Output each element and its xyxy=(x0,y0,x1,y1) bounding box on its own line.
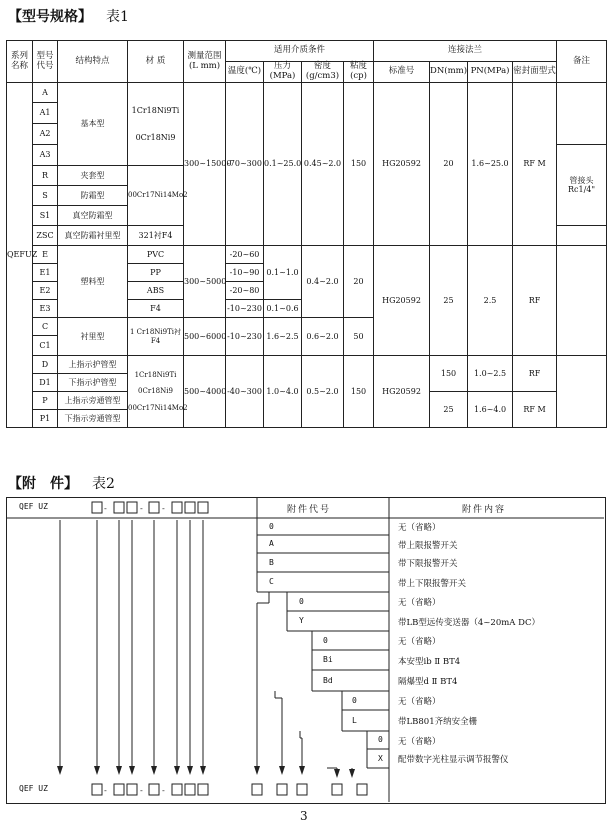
std-cell: HG20592 xyxy=(374,246,430,356)
remark-cell: 管接头 Rc1/4" xyxy=(557,145,607,226)
material-line: 1Cr18Ni9Ti xyxy=(131,105,180,115)
series-cell: QEFUZ xyxy=(7,83,33,428)
material-cell: ABS xyxy=(128,282,184,300)
material-cell: PP xyxy=(128,264,184,282)
temp-cell: -70~300 xyxy=(226,83,264,246)
dn-cell: 25 xyxy=(430,392,468,428)
accessories-table xyxy=(6,497,606,804)
accessory-description: 无（省略） xyxy=(398,637,441,647)
feature-cell: 真空防霜衬里型 xyxy=(58,226,128,246)
temp-cell: -40~300 xyxy=(226,356,264,428)
accessory-code: Y xyxy=(299,616,304,625)
press-cell: 0.1~25.0 xyxy=(264,83,302,246)
range-cell: 500~4000 xyxy=(184,356,226,428)
remark-cell-empty xyxy=(557,83,607,145)
remark-cell-empty xyxy=(557,246,607,356)
col-header-seal: 密封面型式 xyxy=(513,62,557,83)
dens-cell: 0.6~2.0 xyxy=(302,318,344,356)
col-header-series: 系列名称 xyxy=(7,41,33,83)
page-number: 3 xyxy=(300,809,308,823)
material-cell: 1 Cr18Ni9Ti衬F4 xyxy=(128,318,184,356)
feature-cell: 下指示旁通管型 xyxy=(58,410,128,428)
material-line: 1Cr18Ni9Ti xyxy=(134,371,177,380)
code-cell: D xyxy=(33,356,58,374)
press-cell: 1.0~4.0 xyxy=(264,356,302,428)
dens-cell: 0.5~2.0 xyxy=(302,356,344,428)
temp-cell: -10~230 xyxy=(226,318,264,356)
remark-cell-empty xyxy=(557,226,607,246)
dash: - xyxy=(139,786,144,795)
model-label-top: QEF UZ xyxy=(19,502,48,511)
code-cell: S1 xyxy=(33,206,58,226)
remark-cell-empty xyxy=(557,356,607,428)
pn-cell: 1.6~4.0 xyxy=(468,392,513,428)
feature-cell: 上指示护管型 xyxy=(58,356,128,374)
material-line: 00Cr17Ni14Mo2 xyxy=(128,403,188,412)
accessory-code: 0 xyxy=(299,596,304,606)
feature-cell: 塑料型 xyxy=(58,246,128,318)
temp-cell: -10~230 xyxy=(226,300,264,318)
code-cell: ZSC xyxy=(33,226,58,246)
dash: - xyxy=(103,786,108,795)
dn-cell: 20 xyxy=(430,83,468,246)
accessory-code: Bd xyxy=(323,675,333,685)
arrow-heads xyxy=(57,766,355,778)
col-header-code: 型号代号 xyxy=(33,41,58,83)
dens-cell: 0.45~2.0 xyxy=(302,83,344,246)
dn-cell: 25 xyxy=(430,246,468,356)
accessory-code: B xyxy=(269,557,274,567)
code-cell: A xyxy=(33,83,58,103)
dash: - xyxy=(161,786,166,795)
accessory-code: 0 xyxy=(269,521,274,531)
model-code-boxes-top xyxy=(92,502,208,513)
press-cell: 0.1~1.0 xyxy=(264,246,302,300)
visc-cell: 150 xyxy=(344,83,374,246)
std-cell: HG20592 xyxy=(374,83,430,246)
section-title: 【型号规格】 xyxy=(8,9,92,25)
seal-cell: RF M xyxy=(513,83,557,246)
pn-cell: 2.5 xyxy=(468,246,513,356)
material-cell: 321衬F4 xyxy=(128,226,184,246)
accessory-code: 0 xyxy=(352,695,357,705)
accessories-diagram xyxy=(7,498,604,802)
code-cell: A1 xyxy=(33,103,58,124)
code-cell: E2 xyxy=(33,282,58,300)
material-cell: 00Cr17Ni14Mo2 xyxy=(128,166,184,226)
code-cell: R xyxy=(33,166,58,186)
material-cell xyxy=(128,83,184,166)
accessory-description: 无（省略） xyxy=(398,598,441,608)
header-code: 附件代号 xyxy=(287,505,332,515)
accessory-description: 无（省略） xyxy=(398,697,441,707)
col-header-visc: 粘度(cp) xyxy=(344,62,374,83)
section-title: 【附 件】 xyxy=(8,476,78,492)
material-line: 0Cr18Ni9 xyxy=(135,133,176,143)
col-header-range: 测量范围(L mm) xyxy=(184,41,226,83)
col-header-dens: 密度(g/cm3) xyxy=(302,62,344,83)
col-header-std: 标准号 xyxy=(374,62,430,83)
table-number: 表2 xyxy=(92,476,115,492)
feature-cell: 衬里型 xyxy=(58,318,128,356)
pn-cell: 1.6~25.0 xyxy=(468,83,513,246)
temp-cell: -10~90 xyxy=(226,264,264,282)
code-cell: P xyxy=(33,392,58,410)
accessory-code: L xyxy=(352,715,357,725)
dash: - xyxy=(161,504,166,513)
col-header-remark: 备注 xyxy=(557,41,607,83)
material-cell: F4 xyxy=(128,300,184,318)
col-header-medium: 适用介质条件 xyxy=(226,41,374,62)
seal-cell: RF xyxy=(513,356,557,392)
material-cell: PVC xyxy=(128,246,184,264)
model-spec-table xyxy=(6,40,607,428)
accessory-description: 无（省略） xyxy=(398,736,441,747)
col-header-press: 压力(MPa) xyxy=(264,62,302,83)
col-header-flange: 连接法兰 xyxy=(374,41,557,62)
code-cell: P1 xyxy=(33,410,58,428)
code-cell: E xyxy=(33,246,58,264)
temp-cell: -20~80 xyxy=(226,282,264,300)
temp-cell: -20~60 xyxy=(226,246,264,264)
feature-cell: 下指示护管型 xyxy=(58,374,128,392)
visc-cell: 150 xyxy=(344,356,374,428)
accessory-description: 无（省略） xyxy=(398,523,441,533)
accessory-code: 0 xyxy=(378,735,383,744)
seal-cell: RF xyxy=(513,246,557,356)
accessory-description: 带上下限报警开关 xyxy=(398,578,467,589)
dn-cell: 150 xyxy=(430,356,468,392)
accessory-description: 带下限报警开关 xyxy=(398,559,458,569)
accessory-code: X xyxy=(378,753,383,763)
accessory-description: 带LB型远传变送器（4~20mA DC） xyxy=(398,617,540,628)
tree-arrows xyxy=(60,520,352,771)
press-cell: 1.6~2.5 xyxy=(264,318,302,356)
code-cell: S xyxy=(33,186,58,206)
code-cell: E1 xyxy=(33,264,58,282)
material-cell xyxy=(128,356,188,428)
accessory-description: 带LB801齐纳安全栅 xyxy=(398,717,478,727)
code-cell: A3 xyxy=(33,145,58,166)
col-header-feature: 结构特点 xyxy=(58,41,128,83)
header-content: 附件内容 xyxy=(462,505,507,515)
table-number: 表1 xyxy=(106,9,129,25)
press-cell: 0.1~0.6 xyxy=(264,300,302,318)
feature-cell: 基本型 xyxy=(58,83,128,166)
feature-cell: 夹套型 xyxy=(58,166,128,186)
feature-cell: 防霜型 xyxy=(58,186,128,206)
accessory-description: 配带数字光柱显示调节报警仪 xyxy=(398,755,509,765)
visc-cell: 50 xyxy=(344,318,374,356)
seal-cell: RF M xyxy=(513,392,557,428)
feature-cell: 真空防霜型 xyxy=(58,206,128,226)
col-header-temp: 温度(℃) xyxy=(226,62,264,83)
pn-cell: 1.0~2.5 xyxy=(468,356,513,392)
range-cell: 500~6000 xyxy=(184,318,226,356)
col-header-material: 材 质 xyxy=(128,41,184,83)
code-cell: C1 xyxy=(33,336,58,356)
code-cell: D1 xyxy=(33,374,58,392)
col-header-pn: PN(MPa) xyxy=(468,62,513,83)
accessory-code: A xyxy=(269,539,274,548)
model-label-bottom: QEF UZ xyxy=(19,784,48,793)
dash: - xyxy=(103,504,108,513)
std-cell: HG20592 xyxy=(374,356,430,428)
code-cell: E3 xyxy=(33,300,58,318)
dens-cell: 0.4~2.0 xyxy=(302,246,344,318)
range-cell: 300~5000 xyxy=(184,246,226,318)
range-cell: 300~15000 xyxy=(184,83,226,246)
visc-cell: 20 xyxy=(344,246,374,318)
dash: - xyxy=(139,504,144,513)
accessory-code: C xyxy=(269,577,274,586)
accessory-description: 隔爆型d Ⅱ BT4 xyxy=(398,677,458,687)
accessory-description: 本安型ib Ⅱ BT4 xyxy=(398,656,461,667)
accessory-code: Bi xyxy=(323,655,333,664)
material-line: 0Cr18Ni9 xyxy=(138,387,173,396)
code-cell: C xyxy=(33,318,58,336)
section-heading-model-spec xyxy=(8,6,129,26)
model-code-boxes-bottom xyxy=(92,784,367,795)
feature-cell: 上指示旁通管型 xyxy=(58,392,128,410)
accessory-description: 带上限报警开关 xyxy=(398,540,458,551)
code-cell: A2 xyxy=(33,124,58,145)
section-heading-accessories xyxy=(8,473,115,493)
accessory-code: 0 xyxy=(323,635,328,645)
col-header-dn: DN(mm) xyxy=(430,62,468,83)
